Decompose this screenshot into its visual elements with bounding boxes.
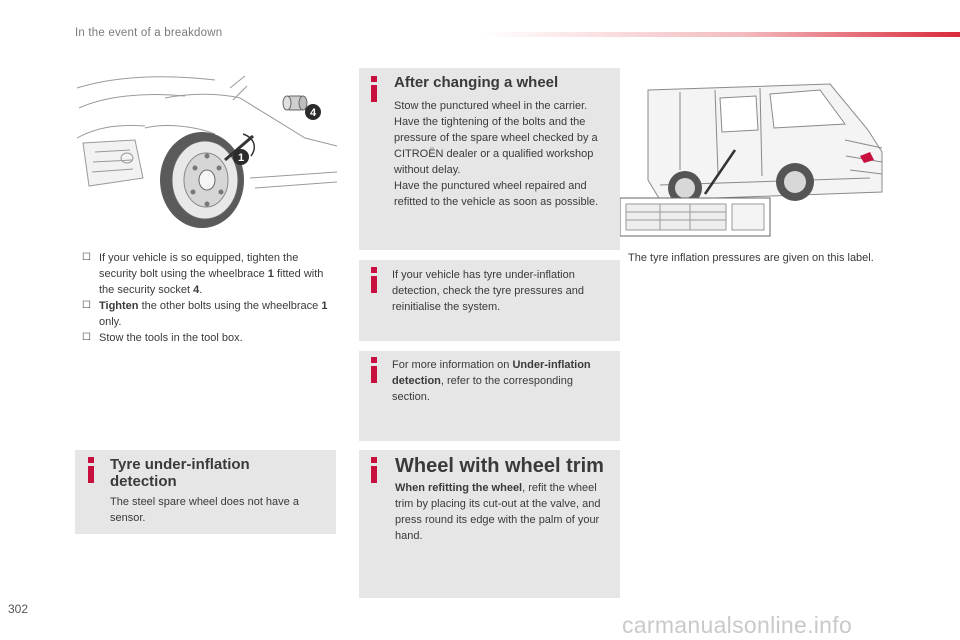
callout-1: 1: [237, 152, 245, 164]
wheel-change-illustration: [75, 68, 337, 236]
box-paragraph: If your vehicle has tyre under-inflation detection, check the tyre pressures and reinitialise the system.: [392, 269, 584, 313]
page-number: 302: [8, 602, 29, 616]
info-icon: [371, 85, 377, 102]
header-accent-bar: [480, 32, 960, 37]
van-label-illustration: [620, 70, 895, 240]
tyre-underinflation-box: [75, 450, 336, 534]
box-paragraph: Have the punctured wheel repaired and refitted to the vehicle as soon as possible.: [394, 180, 599, 208]
callout-4: 4: [309, 107, 317, 119]
list-item: ☐ Stow the tools in the tool box.: [82, 332, 243, 344]
box-paragraph: The steel spare wheel does not have a sensor.: [110, 496, 299, 524]
more-info-box: [359, 351, 620, 441]
box-title: Wheel with wheel trim: [395, 455, 604, 477]
info-icon: [371, 276, 377, 293]
watermark: carmanualsonline.info: [622, 612, 853, 638]
checkbox-bullet-icon: ☐: [82, 332, 91, 343]
box-paragraph: For more information on Under-inflation detection, refer to the corresponding section.: [392, 359, 591, 403]
checkbox-bullet-icon: ☐: [82, 252, 91, 263]
box-title: Tyre under-inflation detection: [110, 456, 250, 490]
box-paragraph: When refitting the wheel, refit the wheel trim by placing its cut-out at the valve, and press round its edge with the palm of your hand.: [395, 482, 601, 542]
info-icon: [88, 466, 94, 483]
tyre-pressure-label-note: The tyre inflation pressures are given on this label.: [628, 252, 874, 264]
underinflation-check-box: [359, 260, 620, 341]
info-icon-dot: [371, 267, 377, 273]
info-icon-dot: [371, 76, 377, 82]
list-item: ☐ If your vehicle is so equipped, tighten the security bolt using the wheelbrace 1 fitted with the security socket 4.: [82, 252, 324, 296]
info-icon: [371, 466, 377, 483]
instruction-list: [82, 250, 332, 346]
info-icon: [371, 366, 377, 383]
info-icon-dot: [371, 357, 377, 363]
list-item: ☐ Tighten the other bolts using the wheelbrace 1 only.: [82, 300, 328, 328]
section-title: In the event of a breakdown: [75, 27, 223, 39]
wheel-trim-box: [359, 450, 620, 598]
info-icon-dot: [88, 457, 94, 463]
box-title: After changing a wheel: [394, 74, 559, 91]
after-changing-wheel-box: [359, 68, 620, 250]
info-icon-dot: [371, 457, 377, 463]
checkbox-bullet-icon: ☐: [82, 300, 91, 311]
box-paragraph: Stow the punctured wheel in the carrier. Have the tightening of the bolts and the pressure of the spare wheel checked by a CITROËN dealer or a qualified workshop without delay.: [394, 100, 598, 176]
